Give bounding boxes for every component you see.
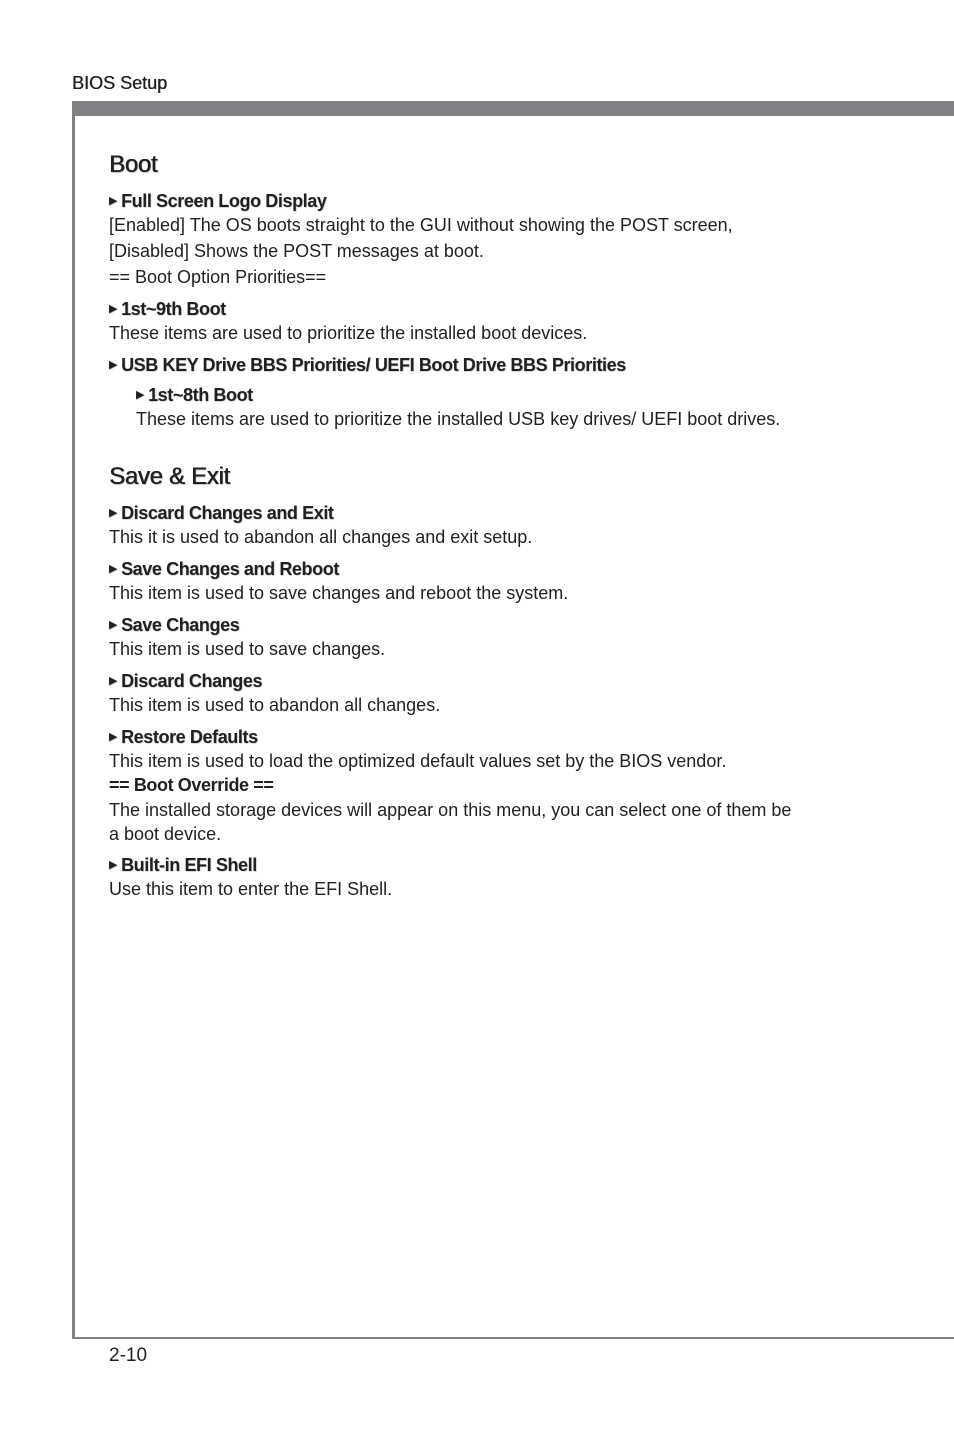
left-border-rule xyxy=(72,101,75,1339)
triangle-right-icon: ▶ xyxy=(109,675,118,687)
item-label: Discard Changes xyxy=(121,671,263,691)
triangle-right-icon: ▶ xyxy=(109,619,118,631)
item-label: Full Screen Logo Display xyxy=(121,191,327,211)
item-label: Save Changes xyxy=(121,615,240,635)
item-desc: These items are used to prioritize the installed USB key drives/ UEFI boot drives. xyxy=(136,409,781,429)
page-header-title: BIOS Setup xyxy=(72,73,168,93)
item-desc: a boot device. xyxy=(109,824,222,844)
triangle-right-icon: ▶ xyxy=(109,563,118,575)
triangle-right-icon: ▶ xyxy=(109,359,118,371)
item-label: Save Changes and Reboot xyxy=(121,559,339,579)
item-restore-defaults xyxy=(109,726,869,774)
triangle-right-icon: ▶ xyxy=(109,507,118,519)
triangle-right-icon: ▶ xyxy=(136,389,145,401)
triangle-right-icon: ▶ xyxy=(109,731,118,743)
item-desc: [Disabled] Shows the POST messages at boot. xyxy=(109,241,484,261)
item-desc: Use this item to enter the EFI Shell. xyxy=(109,879,393,899)
item-1st-9th-boot xyxy=(109,298,869,346)
item-desc: The installed storage devices will appear on this menu, you can select one of them be xyxy=(109,800,792,820)
boot-override-label: == Boot Override == xyxy=(109,775,274,795)
item-label: Restore Defaults xyxy=(121,727,258,747)
item-desc: [Enabled] The OS boots straight to the GUI without showing the POST screen, xyxy=(109,215,733,235)
section-title-boot: Boot xyxy=(109,151,158,178)
item-desc: This item is used to load the optimized default values set by the BIOS vendor. xyxy=(109,751,727,771)
item-1st-8th-boot xyxy=(136,384,869,432)
item-desc: These items are used to prioritize the installed boot devices. xyxy=(109,323,588,343)
item-desc: This item is used to save changes and reboot the system. xyxy=(109,583,569,603)
item-label: USB KEY Drive BBS Priorities/ UEFI Boot Drive BBS Priorities xyxy=(121,355,626,375)
section-title-save-exit: Save & Exit xyxy=(109,463,230,490)
page-content xyxy=(109,150,869,902)
item-label: Built-in EFI Shell xyxy=(121,855,257,875)
bottom-border-rule xyxy=(72,1337,954,1339)
item-built-in-efi-shell xyxy=(109,854,869,902)
item-save-changes-reboot xyxy=(109,558,869,606)
item-desc: This item is used to abandon all changes. xyxy=(109,695,441,715)
item-full-screen-logo xyxy=(109,190,869,290)
header-bar xyxy=(72,101,954,116)
item-label: 1st~9th Boot xyxy=(121,299,226,319)
item-desc: This item is used to save changes. xyxy=(109,639,386,659)
item-usb-key-priorities xyxy=(109,354,869,376)
item-discard-changes-exit xyxy=(109,502,869,550)
page-number: 2-10 xyxy=(109,1345,148,1366)
boot-option-priorities-label: == Boot Option Priorities== xyxy=(109,267,327,287)
item-label: Discard Changes and Exit xyxy=(121,503,334,523)
item-discard-changes xyxy=(109,670,869,718)
triangle-right-icon: ▶ xyxy=(109,859,118,871)
item-label: 1st~8th Boot xyxy=(148,385,253,405)
item-desc: This it is used to abandon all changes and exit setup. xyxy=(109,527,533,547)
triangle-right-icon: ▶ xyxy=(109,303,118,315)
triangle-right-icon: ▶ xyxy=(109,195,118,207)
item-boot-override xyxy=(109,772,869,846)
item-save-changes xyxy=(109,614,869,662)
